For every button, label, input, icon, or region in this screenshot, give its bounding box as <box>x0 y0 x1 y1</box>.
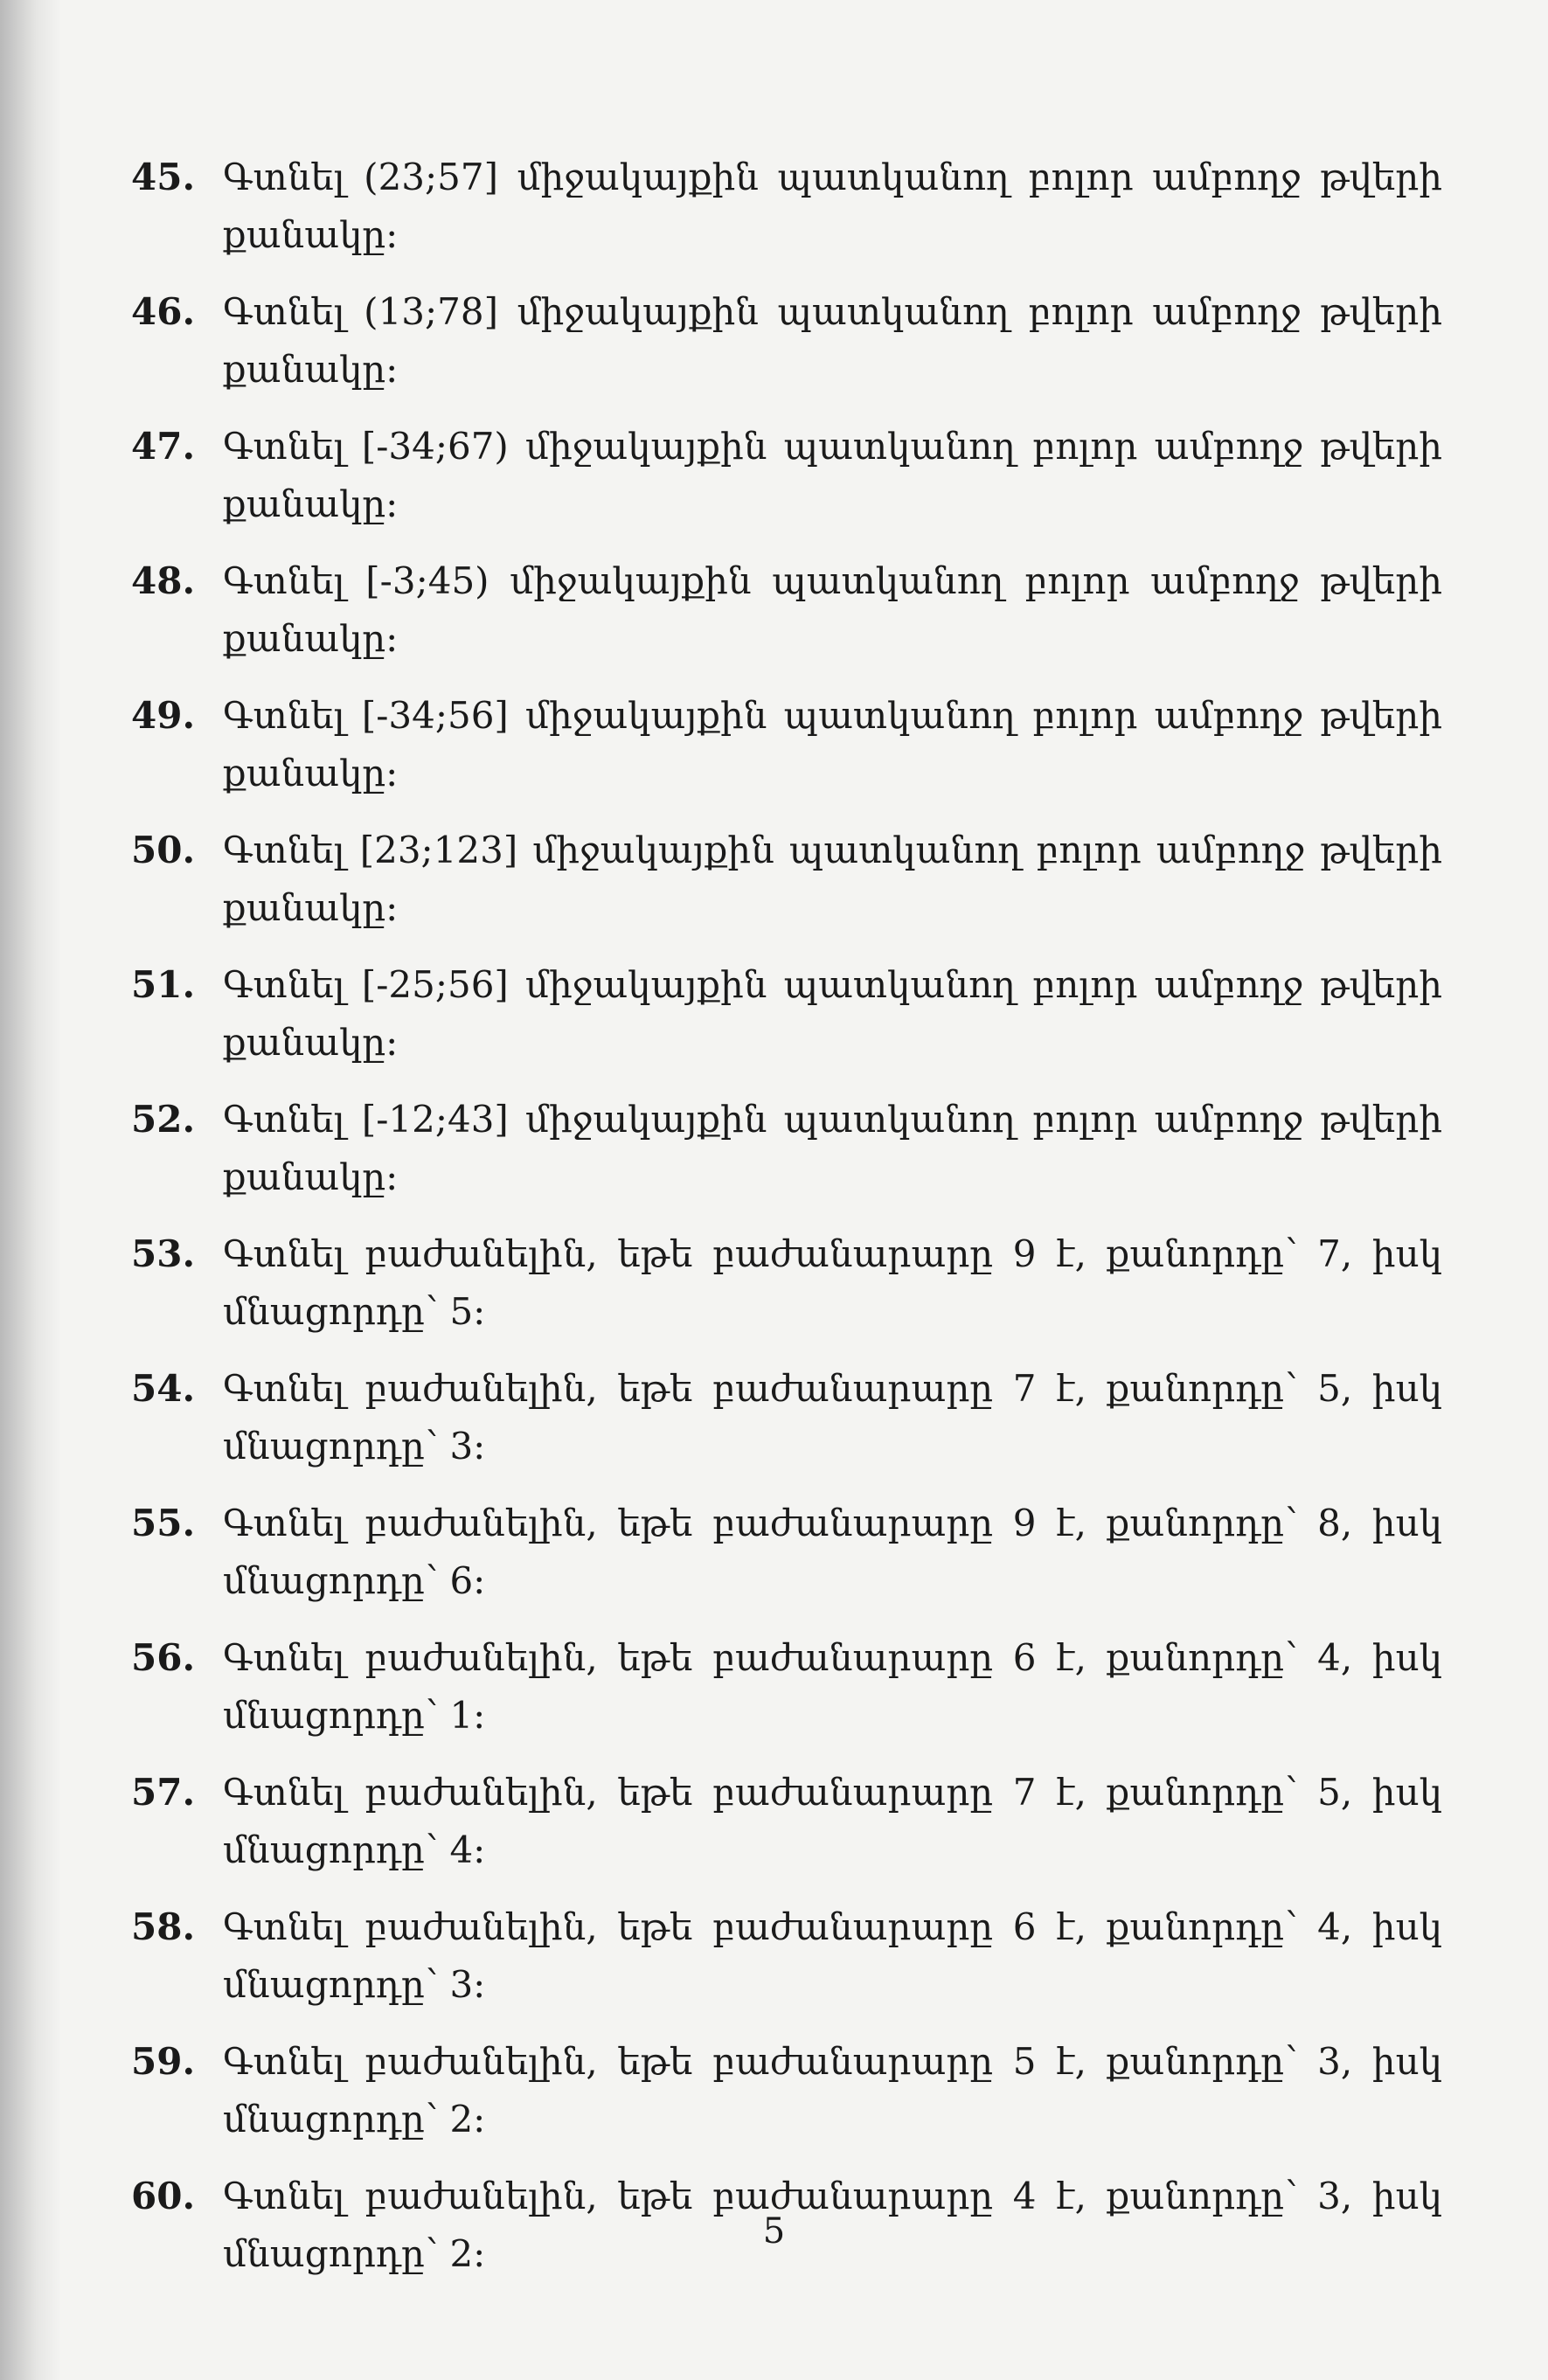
problem-item <box>131 418 1442 533</box>
page-number: 5 <box>762 2211 786 2252</box>
problem-text: Գտնել [-34;56] միջակայքին պատկանող բոլոր ամբողջ թվերի քանակը: <box>223 694 1442 794</box>
problem-number: 52. <box>131 1098 196 1141</box>
problem-text: Գտնել բաժանելին, եթե բաժանարարը 6 է, քանորդը՝ 4, իսկ մնացորդը՝ 3: <box>223 1905 1442 2006</box>
problem-number: 55. <box>131 1502 196 1544</box>
problem-text: Գտնել բաժանելին, եթե բաժանարարը 9 է, քանորդը՝ 8, իսկ մնացորդը՝ 6: <box>223 1502 1442 1602</box>
problem-number: 49. <box>131 694 196 737</box>
problem-item <box>131 822 1442 937</box>
problem-number: 53. <box>131 1232 196 1275</box>
problem-text: Գտնել բաժանելին, եթե բաժանարարը 9 է, քանորդը՝ 7, իսկ մնացորդը՝ 5: <box>223 1232 1442 1333</box>
page-edge-shadow <box>0 0 61 2380</box>
problem-text: Գտնել [-12;43] միջակայքին պատկանող բոլոր ամբողջ թվերի քանակը: <box>223 1098 1442 1198</box>
problem-number: 46. <box>131 290 196 333</box>
problem-number: 58. <box>131 1905 196 1948</box>
problem-item <box>131 552 1442 668</box>
problem-item <box>131 1225 1442 1341</box>
problem-text: Գտնել բաժանելին, եթե բաժանարարը 7 է, քանորդը՝ 5, իսկ մնացորդը՝ 4: <box>223 1771 1442 1871</box>
problem-item <box>131 1764 1442 1879</box>
problem-text: Գտնել բաժանելին, եթե բաժանարարը 4 է, քանորդը՝ 3, իսկ մնացորդը՝ 2: <box>223 2175 1442 2275</box>
problem-text: Գտնել (23;57] միջակայքին պատկանող բոլոր ամբողջ թվերի քանակը: <box>223 156 1442 256</box>
problem-number: 45. <box>131 156 196 198</box>
problem-item <box>131 2033 1442 2148</box>
problem-list <box>131 149 1442 2302</box>
problem-number: 57. <box>131 1771 196 1814</box>
problem-item <box>131 1898 1442 2014</box>
problem-text: Գտնել (13;78] միջակայքին պատկանող բոլոր ամբողջ թվերի քանակը: <box>223 290 1442 391</box>
problem-number: 51. <box>131 963 196 1006</box>
problem-text: Գտնել [23;123] միջակայքին պատկանող բոլոր ամբողջ թվերի քանակը: <box>223 829 1442 929</box>
problem-number: 48. <box>131 559 196 602</box>
problem-text: Գտնել բաժանելին, եթե բաժանարարը 7 է, քանորդը՝ 5, իսկ մնացորդը՝ 3: <box>223 1367 1442 1468</box>
problem-number: 47. <box>131 425 196 468</box>
problem-item <box>131 1091 1442 1206</box>
problem-text: Գտնել [-25;56] միջակայքին պատկանող բոլոր ամբողջ թվերի քանակը: <box>223 963 1442 1064</box>
problem-text: Գտնել բաժանելին, եթե բաժանարարը 5 է, քանորդը՝ 3, իսկ մնացորդը՝ 2: <box>223 2040 1442 2141</box>
problem-item <box>131 1629 1442 1745</box>
problem-number: 50. <box>131 829 196 871</box>
problem-number: 56. <box>131 1636 196 1679</box>
problem-number: 54. <box>131 1367 196 1410</box>
problem-item <box>131 956 1442 1072</box>
problem-text: Գտնել [-34;67) միջակայքին պատկանող բոլոր ամբողջ թվերի քանակը: <box>223 425 1442 525</box>
problem-item <box>131 687 1442 802</box>
problem-text: Գտնել [-3;45) միջակայքին պատկանող բոլոր ամբողջ թվերի քանակը: <box>223 559 1442 660</box>
problem-item <box>131 1495 1442 1610</box>
problem-text: Գտնել բաժանելին, եթե բաժանարարը 6 է, քանորդը՝ 4, իսկ մնացորդը՝ 1: <box>223 1636 1442 1737</box>
problem-item <box>131 149 1442 264</box>
problem-number: 59. <box>131 2040 196 2083</box>
problem-number: 60. <box>131 2175 196 2217</box>
problem-item <box>131 283 1442 399</box>
problem-item <box>131 1360 1442 1475</box>
